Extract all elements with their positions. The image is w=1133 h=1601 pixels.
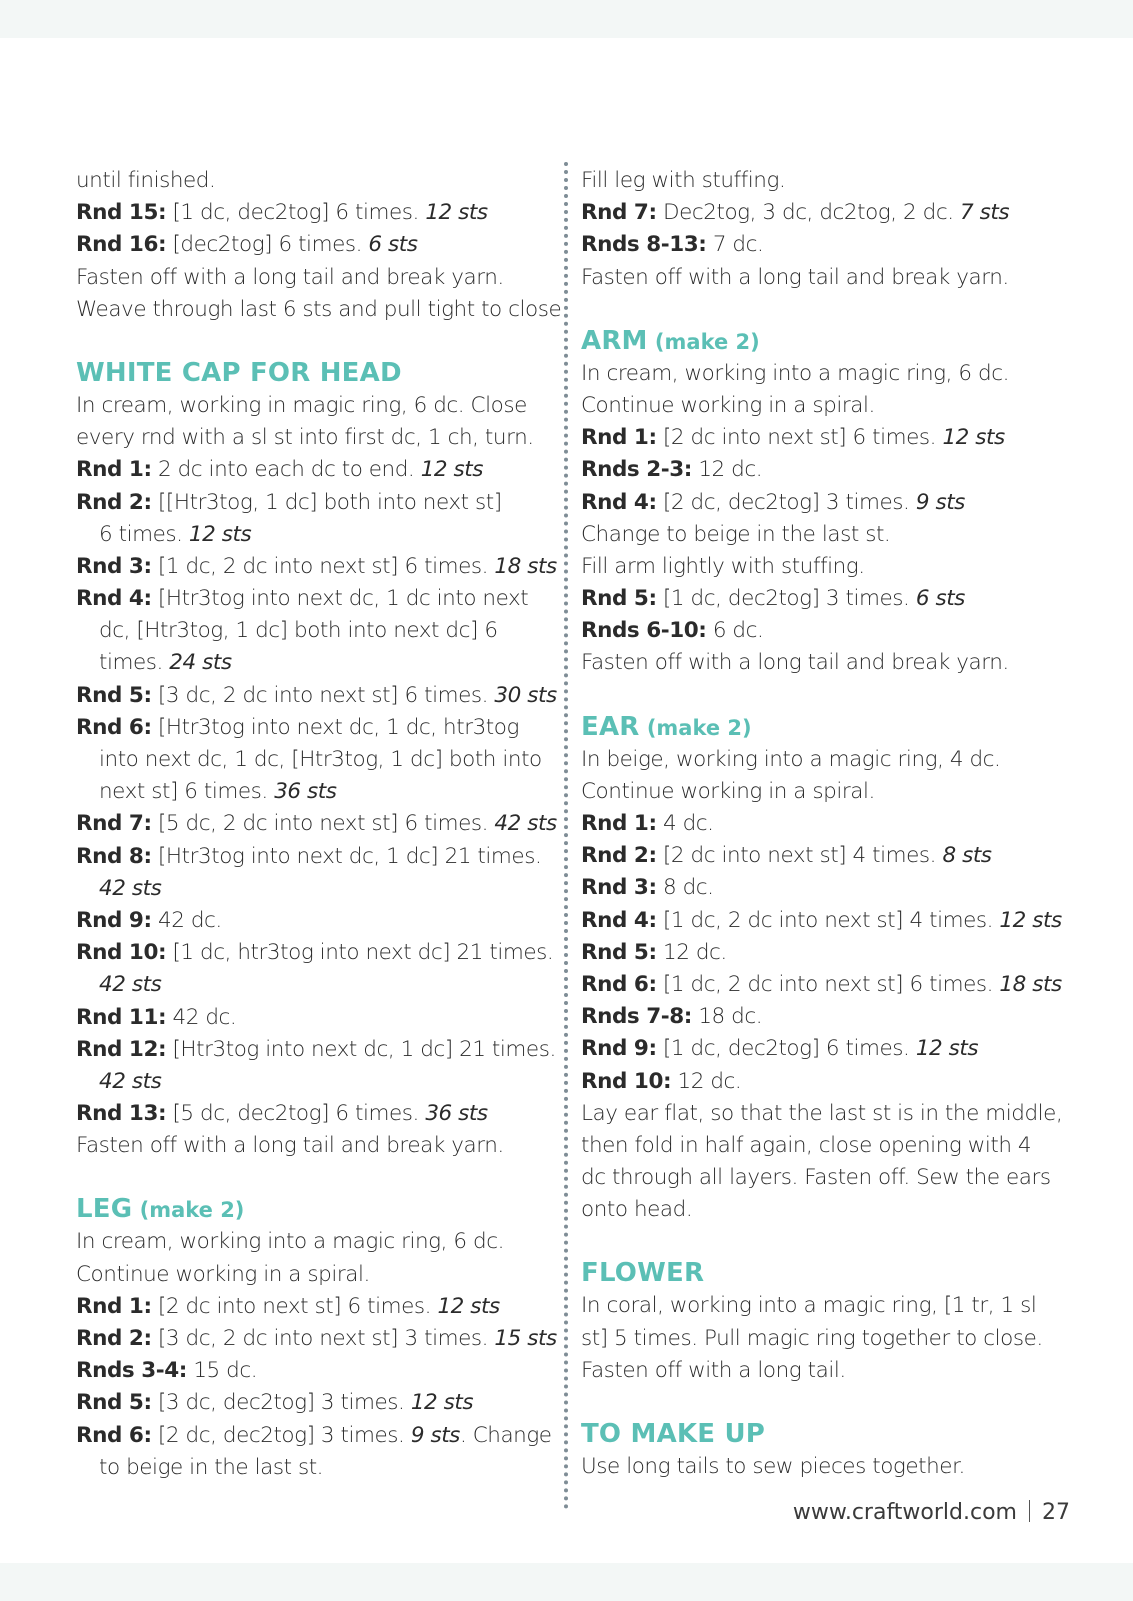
instruction-line bbox=[581, 1451, 1061, 1483]
bottom-band bbox=[0, 1563, 1133, 1601]
instruction-text: Continue working in a spiral. bbox=[76, 1261, 370, 1287]
instruction-text: [5 dc, 2 dc into next st] 6 times. bbox=[151, 811, 495, 837]
instruction-line bbox=[581, 615, 1061, 647]
instruction-line bbox=[581, 390, 1061, 422]
instruction-text: every rnd with a sl st into first dc, 1 ch, turn. bbox=[76, 425, 534, 451]
top-band bbox=[0, 0, 1133, 38]
round-label: Rnd 6: bbox=[76, 1422, 152, 1448]
section-heading-arm: ARM (make 2) bbox=[581, 325, 760, 356]
stitch-count: 12 sts bbox=[915, 1036, 979, 1062]
instruction-text: [2 dc into next st] 4 times. bbox=[656, 843, 943, 869]
round-label: Rnd 11: bbox=[76, 1004, 167, 1030]
instruction-line bbox=[581, 1098, 1061, 1130]
stitch-count: 18 sts bbox=[999, 971, 1062, 997]
instruction-text: Continue working in a spiral. bbox=[581, 778, 875, 804]
instruction-text: 8 dc. bbox=[656, 875, 714, 901]
round-label: Rnds 6-10: bbox=[581, 618, 707, 644]
instruction-line bbox=[581, 1001, 1061, 1033]
instruction-line bbox=[76, 1130, 546, 1162]
stitch-count: 36 sts bbox=[425, 1101, 488, 1127]
instruction-text: Fasten off with a long tail and break yarn. bbox=[581, 264, 1009, 290]
instruction-text: [2 dc, dec2tog] 3 times. bbox=[151, 1422, 411, 1448]
section-heading-flower: FLOWER bbox=[581, 1258, 705, 1289]
instruction-line bbox=[581, 262, 1061, 294]
instruction-text: Use long tails to sew pieces together. bbox=[581, 1454, 965, 1479]
round-label: Rnd 1: bbox=[581, 425, 657, 451]
instruction-text: [2 dc into next st] 6 times. bbox=[151, 1293, 438, 1319]
instruction-text: [Htr3tog into next dc, 1 dc, htr3tog bbox=[151, 714, 519, 740]
stitch-count: 12 sts bbox=[942, 425, 1005, 451]
instruction-text: 6 times. bbox=[99, 521, 189, 547]
stitch-count: 12 sts bbox=[437, 1293, 500, 1319]
instruction-text: In coral, working into a magic ring, [1 tr, 1 sl bbox=[581, 1293, 1037, 1319]
round-label: Rnd 12: bbox=[76, 1036, 167, 1062]
stitch-count: 36 sts bbox=[274, 779, 337, 805]
flower-instructions bbox=[581, 1290, 1061, 1387]
stitch-count: 12 sts bbox=[188, 521, 252, 547]
instruction-text: 2 dc into each dc to end. bbox=[151, 457, 421, 483]
instruction-line bbox=[76, 776, 546, 808]
instruction-text: Dec2tog, 3 dc, dc2tog, 2 dc. bbox=[656, 200, 960, 226]
round-label: Rnd 5: bbox=[581, 586, 657, 612]
stitch-count: 42 sts bbox=[99, 875, 162, 901]
stitch-count: 12 sts bbox=[420, 457, 484, 483]
ear-instructions bbox=[581, 744, 1061, 1227]
instruction-line bbox=[76, 808, 557, 840]
instruction-line bbox=[76, 1355, 546, 1387]
instruction-line bbox=[76, 197, 546, 229]
round-label: Rnd 2: bbox=[76, 1326, 152, 1351]
make-up-instructions bbox=[581, 1451, 1061, 1483]
instruction-text: [2 dc, dec2tog] 3 times. bbox=[656, 489, 916, 515]
stitch-count: 30 sts bbox=[494, 682, 557, 708]
instruction-line bbox=[581, 197, 1061, 229]
page-footer bbox=[740, 1496, 1070, 1530]
round-label: Rnd 2: bbox=[581, 843, 657, 869]
instruction-line bbox=[76, 615, 546, 647]
instruction-line bbox=[581, 454, 1061, 486]
instruction-text: [1 dc, dec2tog] 6 times. bbox=[656, 1036, 916, 1062]
instruction-text: 12 dc. bbox=[671, 1068, 742, 1094]
instruction-line bbox=[76, 583, 546, 615]
stitch-count: 12 sts bbox=[999, 907, 1062, 933]
instruction-line bbox=[76, 1066, 546, 1098]
stitch-count: 42 sts bbox=[494, 811, 557, 837]
instruction-line bbox=[581, 229, 1061, 261]
stitch-count: 15 sts bbox=[494, 1326, 557, 1351]
leg-continued-lines bbox=[581, 165, 1061, 294]
instruction-text: onto head. bbox=[581, 1197, 693, 1223]
instruction-text: 7 dc. bbox=[706, 232, 764, 258]
round-label: Rnd 8: bbox=[76, 843, 152, 869]
instruction-line bbox=[581, 905, 1061, 937]
instruction-line bbox=[581, 1162, 1061, 1194]
round-label: Rnd 16: bbox=[76, 232, 167, 258]
stitch-count: 6 sts bbox=[368, 232, 418, 258]
instruction-text: Fill arm lightly with stuffing. bbox=[581, 553, 865, 579]
round-label: Rnd 4: bbox=[76, 586, 152, 612]
instruction-line bbox=[76, 647, 546, 679]
section-heading-to-make-up: TO MAKE UP bbox=[581, 1419, 766, 1449]
instruction-text: Lay ear flat, so that the last st is in the middle, bbox=[581, 1100, 1063, 1126]
instruction-text: [1 dc, dec2tog] 6 times. bbox=[166, 200, 426, 226]
round-label: Rnds 3-4: bbox=[76, 1358, 187, 1384]
instruction-text: Weave through last 6 sts and pull tight to close. bbox=[76, 296, 568, 322]
round-label: Rnd 2: bbox=[76, 489, 152, 515]
stitch-count: 12 sts bbox=[410, 1390, 474, 1416]
instruction-line bbox=[581, 872, 1061, 904]
instruction-text: [3 dc, 2 dc into next st] 6 times. bbox=[151, 682, 495, 708]
round-label: Rnds 8-13: bbox=[581, 232, 707, 258]
instruction-text: [Htr3tog into next dc, 1 dc into next bbox=[151, 586, 529, 612]
instruction-text: In cream, working in magic ring, 6 dc. Close bbox=[76, 392, 527, 418]
left-column bbox=[76, 165, 568, 1484]
instruction-line bbox=[76, 937, 554, 969]
instruction-line bbox=[76, 390, 546, 422]
stitch-count: 18 sts bbox=[494, 553, 557, 579]
instruction-text: 6 dc. bbox=[706, 618, 764, 644]
round-label: Rnd 1: bbox=[581, 811, 657, 836]
instruction-text: [1 dc, 2 dc into next st] 6 times. bbox=[656, 971, 1000, 997]
footer-url: www.craftworld.com bbox=[792, 1500, 1017, 1525]
instruction-text: [[Htr3tog, 1 dc] both into next st] bbox=[151, 489, 502, 515]
instruction-line bbox=[581, 1033, 1061, 1065]
instruction-text: [dec2tog] 6 times. bbox=[166, 232, 369, 258]
instruction-text: times. bbox=[99, 650, 170, 676]
stitch-count: 42 sts bbox=[99, 972, 162, 998]
section-heading-white-cap: WHITE CAP FOR HEAD bbox=[76, 357, 402, 388]
instruction-line bbox=[76, 905, 546, 937]
arm-instructions bbox=[581, 358, 1061, 680]
intro-lines bbox=[76, 165, 568, 326]
instruction-text: [1 dc, 2 dc into next st] 4 times. bbox=[656, 907, 1000, 933]
instruction-text: Fasten off with a long tail and break yarn. bbox=[76, 1133, 504, 1159]
instruction-line bbox=[76, 969, 546, 1001]
instruction-line bbox=[581, 165, 1061, 197]
instruction-text: [Htr3tog into next dc, 1 dc] 21 times. bbox=[151, 843, 542, 869]
instruction-text: 12 dc. bbox=[656, 939, 727, 965]
instruction-line bbox=[76, 1098, 546, 1130]
round-label: Rnd 7: bbox=[581, 200, 657, 226]
instruction-line bbox=[76, 1002, 546, 1034]
round-label: Rnd 9: bbox=[581, 1036, 657, 1062]
instruction-text: [Htr3tog into next dc, 1 dc] 21 times. bbox=[166, 1036, 556, 1062]
instruction-line bbox=[581, 808, 1061, 840]
instruction-text: [1 dc, 2 dc into next st] 6 times. bbox=[151, 553, 495, 579]
instruction-text: dc through all layers. Fasten off. Sew the ears bbox=[581, 1165, 1051, 1191]
instruction-line bbox=[76, 519, 546, 551]
instruction-text: into next dc, 1 dc, [Htr3tog, 1 dc] both into bbox=[99, 747, 542, 772]
instruction-line bbox=[76, 454, 546, 486]
instruction-line bbox=[76, 487, 546, 519]
right-column bbox=[581, 165, 1061, 1483]
leg-instructions bbox=[76, 1226, 557, 1484]
round-label: Rnd 3: bbox=[76, 553, 152, 579]
instruction-text: Fasten off with a long tail and break yarn. bbox=[76, 264, 504, 290]
instruction-text: 12 dc. bbox=[691, 457, 763, 483]
instruction-line bbox=[581, 583, 1061, 615]
round-label: Rnd 6: bbox=[581, 971, 657, 997]
instruction-line bbox=[581, 1355, 1061, 1387]
instruction-line bbox=[76, 873, 546, 905]
instruction-line bbox=[76, 294, 568, 326]
instruction-line bbox=[581, 1130, 1061, 1162]
instruction-line bbox=[76, 229, 546, 261]
instruction-line bbox=[581, 1290, 1061, 1322]
stitch-count: 42 sts bbox=[99, 1068, 162, 1094]
instruction-line bbox=[581, 358, 1061, 390]
instruction-text: [3 dc, 2 dc into next st] 3 times. bbox=[151, 1326, 495, 1351]
stitch-count: 12 sts bbox=[425, 200, 488, 226]
round-label: Rnd 4: bbox=[581, 907, 657, 933]
instruction-line bbox=[76, 712, 546, 744]
stitch-count: 9 sts bbox=[410, 1422, 460, 1448]
round-label: Rnd 6: bbox=[76, 714, 152, 740]
instruction-text: Change to beige in the last st. bbox=[581, 521, 891, 547]
instruction-line bbox=[76, 422, 546, 454]
instruction-text: Continue working in a spiral. bbox=[581, 392, 875, 418]
instruction-text: next st] 6 times. bbox=[99, 779, 275, 805]
instruction-line bbox=[76, 1259, 546, 1291]
instruction-line bbox=[581, 937, 1061, 969]
round-label: Rnd 5: bbox=[581, 939, 657, 965]
page-number: 27 bbox=[1042, 1500, 1070, 1525]
column-divider bbox=[564, 162, 568, 1510]
instruction-line bbox=[76, 1291, 546, 1323]
instruction-text: In cream, working into a magic ring, 6 dc. bbox=[76, 1229, 504, 1255]
round-label: Rnd 5: bbox=[76, 1390, 152, 1416]
instruction-line bbox=[581, 647, 1061, 679]
round-label: Rnd 3: bbox=[581, 875, 657, 901]
round-label: Rnd 13: bbox=[76, 1101, 167, 1127]
stitch-count: 24 sts bbox=[169, 650, 232, 676]
round-label: Rnd 4: bbox=[581, 489, 657, 515]
instruction-line bbox=[581, 1323, 1061, 1355]
instruction-line bbox=[76, 1452, 546, 1484]
round-label: Rnds 7-8: bbox=[581, 1004, 692, 1030]
stitch-count: 9 sts bbox=[915, 489, 965, 515]
instruction-text: 18 dc. bbox=[691, 1004, 763, 1030]
instruction-text: st] 5 times. Pull magic ring together to close. bbox=[581, 1325, 1043, 1351]
instruction-line bbox=[581, 422, 1061, 454]
instruction-text: In cream, working into a magic ring, 6 dc. bbox=[581, 360, 1009, 386]
white-cap-instructions bbox=[76, 390, 557, 1163]
instruction-text: In beige, working into a magic ring, 4 dc. bbox=[581, 746, 1001, 772]
instruction-line bbox=[581, 776, 1061, 808]
instruction-text: Fasten off with a long tail and break yarn. bbox=[581, 650, 1009, 676]
stitch-count: 7 sts bbox=[959, 200, 1010, 226]
instruction-line bbox=[581, 1066, 1061, 1098]
instruction-line bbox=[581, 840, 1061, 872]
instruction-text: [3 dc, dec2tog] 3 times. bbox=[151, 1390, 411, 1416]
instruction-text: 42 dc. bbox=[151, 907, 222, 933]
instruction-line bbox=[76, 262, 546, 294]
instruction-line bbox=[76, 1226, 546, 1258]
instruction-line bbox=[581, 1194, 1061, 1226]
instruction-text: until finished. bbox=[76, 168, 216, 193]
instruction-text: 15 dc. bbox=[186, 1358, 258, 1384]
section-heading-ear: EAR (make 2) bbox=[581, 711, 752, 742]
instruction-line bbox=[76, 680, 557, 712]
instruction-text: . Change bbox=[459, 1422, 552, 1448]
instruction-line bbox=[581, 969, 1061, 1001]
instruction-text: Fill leg with stuffing. bbox=[581, 168, 786, 193]
round-label: Rnd 1: bbox=[76, 457, 152, 483]
instruction-line bbox=[581, 744, 1061, 776]
instruction-line bbox=[76, 1420, 552, 1452]
instruction-line bbox=[76, 551, 557, 583]
round-label: Rnd 1: bbox=[76, 1293, 152, 1319]
instruction-text: [5 dc, dec2tog] 6 times. bbox=[166, 1101, 426, 1127]
instruction-line bbox=[581, 487, 1061, 519]
instruction-line bbox=[581, 519, 1061, 551]
round-label: Rnd 10: bbox=[76, 940, 167, 966]
instruction-line bbox=[581, 551, 1061, 583]
instruction-line bbox=[76, 744, 546, 776]
instruction-text: [1 dc, dec2tog] 3 times. bbox=[656, 586, 916, 612]
instruction-line bbox=[76, 165, 546, 197]
round-label: Rnd 10: bbox=[581, 1068, 672, 1094]
round-label: Rnds 2-3: bbox=[581, 457, 692, 483]
footer-separator bbox=[1029, 1500, 1030, 1522]
section-heading-leg: LEG (make 2) bbox=[76, 1194, 245, 1225]
round-label: Rnd 15: bbox=[76, 200, 167, 226]
instruction-line bbox=[76, 1387, 546, 1419]
instruction-text: then fold in half again, close opening with 4 bbox=[581, 1132, 1032, 1158]
round-label: Rnd 9: bbox=[76, 907, 152, 933]
instruction-line bbox=[76, 841, 546, 873]
instruction-text: Fasten off with a long tail. bbox=[581, 1357, 846, 1383]
round-label: Rnd 5: bbox=[76, 682, 152, 708]
instruction-text: dc, [Htr3tog, 1 dc] both into next dc] 6 bbox=[99, 618, 498, 644]
round-label: Rnd 7: bbox=[76, 811, 152, 837]
stitch-count: 6 sts bbox=[915, 586, 965, 612]
instruction-text: [2 dc into next st] 6 times. bbox=[656, 425, 943, 451]
instruction-text: 42 dc. bbox=[166, 1004, 237, 1030]
instruction-text: to beige in the last st. bbox=[99, 1454, 324, 1480]
instruction-line bbox=[76, 1323, 557, 1355]
instruction-text: 4 dc. bbox=[656, 811, 714, 836]
instruction-text: [1 dc, htr3tog into next dc] 21 times. bbox=[166, 940, 554, 966]
stitch-count: 8 sts bbox=[942, 843, 992, 869]
instruction-line bbox=[76, 1034, 556, 1066]
